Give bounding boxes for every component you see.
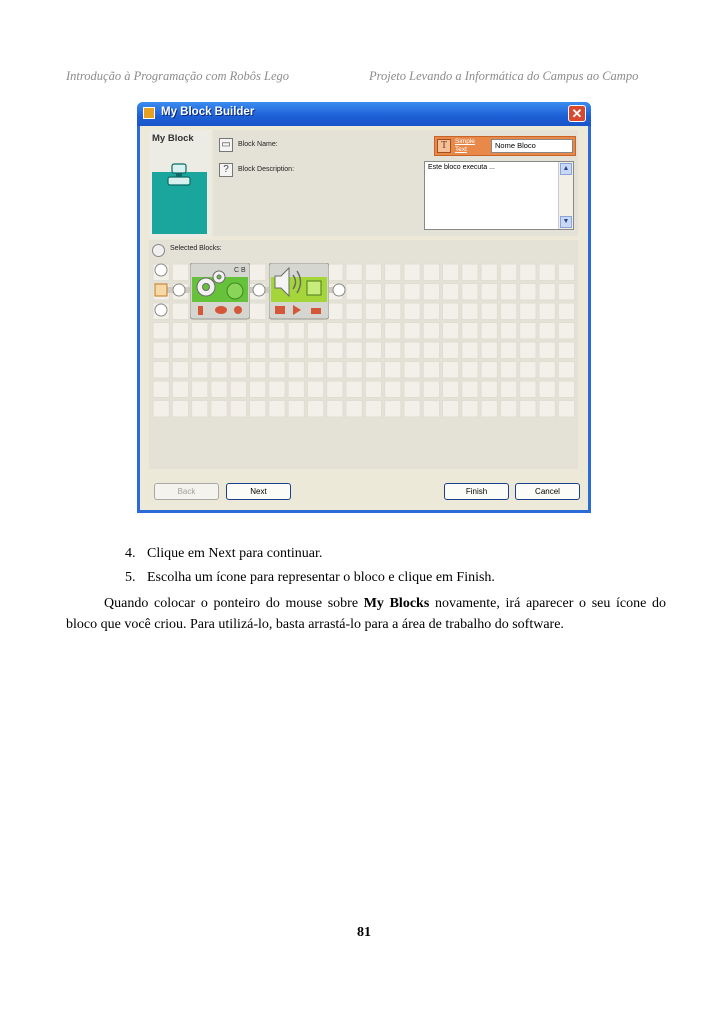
grid-slot: [230, 401, 246, 418]
grid-slot: [443, 342, 459, 359]
grid-slot: [250, 362, 266, 379]
grid-slot: [327, 303, 343, 320]
grid-slot: [365, 284, 381, 301]
grid-slot: [153, 323, 169, 340]
connector-circle: [155, 304, 167, 316]
grid-slot: [539, 362, 555, 379]
grid-slot: [404, 323, 420, 340]
block-description-label: Block Description:: [238, 166, 295, 173]
grid-slot: [346, 303, 362, 320]
body-paragraph: Quando colocar o ponteiro do mouse sobre My Blocks novamente, irá aparecer o seu ícone do bloco que você criou. Para utilizá-lo, basta arrastá-lo para a área de trabalho do software.: [66, 596, 667, 632]
grid-slot: [443, 303, 459, 320]
grid-slot: [520, 362, 536, 379]
grid-slot: [500, 284, 516, 301]
grid-slot: [250, 381, 266, 398]
grid-slot: [423, 284, 439, 301]
grid-slot: [423, 362, 439, 379]
grid-slot: [558, 323, 574, 340]
grid-slot: [288, 342, 304, 359]
grid-slot: [385, 401, 401, 418]
grid-slot: [462, 401, 478, 418]
grid-slot: [385, 284, 401, 301]
grid-slot: [288, 401, 304, 418]
grid-slot: [211, 362, 227, 379]
grid-slot: [211, 381, 227, 398]
grid-slot: [172, 381, 188, 398]
connector-circle: [333, 284, 345, 296]
grid-slot: [346, 342, 362, 359]
grid-slot: [172, 264, 188, 281]
grid-slot: [385, 342, 401, 359]
grid-slot: [481, 264, 497, 281]
grid-slot: [404, 362, 420, 379]
step-number: 5.: [125, 570, 136, 585]
grid-slot: [153, 362, 169, 379]
grid-slot: [481, 362, 497, 379]
grid-slot: [443, 284, 459, 301]
my-block-label: My Block: [152, 133, 194, 144]
grid-slot: [365, 264, 381, 281]
grid-slot: [500, 264, 516, 281]
grid-slot: [462, 381, 478, 398]
text-icon: T: [437, 139, 451, 153]
grid-slot: [500, 303, 516, 320]
grid-slot: [153, 401, 169, 418]
grid-slot: [404, 401, 420, 418]
grid-slot: [288, 381, 304, 398]
grid-slot: [558, 342, 574, 359]
grid-slot: [520, 381, 536, 398]
grid-slot: [404, 284, 420, 301]
grid-slot: [269, 381, 285, 398]
grid-slot: [443, 362, 459, 379]
grid-slot: [404, 303, 420, 320]
grid-slot: [192, 342, 208, 359]
grid-slot: [307, 362, 323, 379]
page-number: 81: [357, 925, 371, 940]
grid-slot: [269, 362, 285, 379]
grid-slot: [539, 381, 555, 398]
grid-slot: [481, 284, 497, 301]
close-icon[interactable]: ✕: [568, 105, 586, 122]
block-description-text: Este bloco executa ...: [428, 164, 495, 171]
running-header-right: Projeto Levando a Informática do Campus ao Campo: [369, 69, 639, 83]
grid-slot: [423, 323, 439, 340]
grid-slot: [385, 303, 401, 320]
grid-slot: [404, 381, 420, 398]
grid-slot: [365, 323, 381, 340]
cancel-button[interactable]: Cancel: [515, 483, 580, 500]
grid-slot: [481, 381, 497, 398]
grid-slot: [327, 362, 343, 379]
grid-slot: [365, 401, 381, 418]
my-block-icon-tile[interactable]: [152, 172, 207, 234]
grid-slot: [230, 381, 246, 398]
grid-slot: [172, 323, 188, 340]
grid-slot: [423, 401, 439, 418]
grid-slot: [250, 342, 266, 359]
sound-block[interactable]: [269, 263, 329, 321]
window-titlebar: [137, 102, 591, 126]
grid-slot: [192, 381, 208, 398]
grid-slot: [365, 381, 381, 398]
grid-slot: [443, 401, 459, 418]
grid-slot: [307, 401, 323, 418]
grid-slot: [558, 381, 574, 398]
connector-circle: [155, 264, 167, 276]
grid-slot: [365, 342, 381, 359]
grid-slot: [385, 264, 401, 281]
grid-slot: [539, 303, 555, 320]
grid-slot: [423, 381, 439, 398]
grid-slot: [327, 381, 343, 398]
grid-slot: [520, 323, 536, 340]
grid-slot: [539, 401, 555, 418]
grid-slot: [327, 401, 343, 418]
grid-slot: [500, 401, 516, 418]
grid-slot: [462, 303, 478, 320]
step-number: 4.: [125, 546, 136, 561]
grid-slot: [500, 362, 516, 379]
grid-slot: [288, 362, 304, 379]
grid-slot: [307, 323, 323, 340]
grid-slot: [211, 323, 227, 340]
grid-slot: [462, 362, 478, 379]
grid-slot: [269, 342, 285, 359]
grid-slot: [443, 323, 459, 340]
grid-slot: [462, 264, 478, 281]
selected-blocks-icon: [152, 244, 165, 257]
grid-slot: [250, 401, 266, 418]
my-block-builder-window: [137, 102, 591, 513]
grid-slot: [443, 381, 459, 398]
grid-slot: [423, 303, 439, 320]
grid-slot: [462, 323, 478, 340]
grid-slot: [230, 342, 246, 359]
grid-slot: [346, 323, 362, 340]
grid-slot: [250, 303, 266, 320]
running-header-left: Introdução à Programação com Robôs Lego: [66, 69, 290, 83]
block-name-icon: ▭: [219, 138, 233, 152]
scroll-down-icon[interactable]: ▼: [560, 216, 572, 228]
grid-slot: [520, 264, 536, 281]
grid-slot: [307, 342, 323, 359]
grid-slot: [404, 264, 420, 281]
finish-button[interactable]: Finish: [444, 483, 509, 500]
grid-slot: [172, 362, 188, 379]
grid-slot: [481, 342, 497, 359]
grid-slot: [500, 381, 516, 398]
grid-slot: [520, 303, 536, 320]
connector-circle: [173, 284, 185, 296]
app-icon: [143, 107, 155, 119]
grid-slot: [211, 342, 227, 359]
grid-slot: [539, 284, 555, 301]
block-name-label: Block Name:: [238, 141, 278, 148]
block-name-input[interactable]: Nome Bloco: [491, 139, 573, 153]
simple-text-link[interactable]: Simple Text: [455, 138, 475, 153]
grid-slot: [423, 342, 439, 359]
grid-slot: [172, 401, 188, 418]
grid-slot: [365, 303, 381, 320]
grid-slot: [558, 362, 574, 379]
grid-slot: [250, 264, 266, 281]
sequence-start-marker: [155, 284, 167, 296]
back-button[interactable]: Back: [154, 483, 219, 500]
grid-slot: [269, 401, 285, 418]
grid-slot: [558, 303, 574, 320]
step-text: Clique em Next para continuar.: [147, 546, 323, 561]
simple-text-box: [434, 136, 576, 156]
grid-slot: [520, 401, 536, 418]
grid-slot: [153, 381, 169, 398]
grid-slot: [558, 284, 574, 301]
grid-slot: [365, 362, 381, 379]
grid-slot: [327, 342, 343, 359]
grid-slot: [269, 323, 285, 340]
grid-slot: [327, 264, 343, 281]
grid-slot: [481, 303, 497, 320]
grid-slot: [385, 323, 401, 340]
grid-slot: [230, 362, 246, 379]
grid-slot: [500, 323, 516, 340]
grid-slot: [346, 362, 362, 379]
grid-slot: [539, 264, 555, 281]
grid-slot: [192, 401, 208, 418]
grid-slot: [346, 264, 362, 281]
motor-ports-label: C B: [234, 267, 246, 274]
grid-slot: [558, 264, 574, 281]
grid-slot: [462, 342, 478, 359]
grid-slot: [192, 323, 208, 340]
grid-slot: [250, 323, 266, 340]
grid-slot: [153, 342, 169, 359]
grid-slot: [539, 342, 555, 359]
grid-slot: [539, 323, 555, 340]
next-button[interactable]: Next: [226, 483, 291, 500]
grid-slot: [192, 362, 208, 379]
grid-slot: [423, 264, 439, 281]
grid-slot: [500, 342, 516, 359]
grid-slot: [404, 342, 420, 359]
grid-slot: [172, 342, 188, 359]
connector-circle: [253, 284, 265, 296]
my-block-icon: [166, 162, 192, 188]
window-client-area: [140, 126, 588, 510]
scroll-up-icon[interactable]: ▲: [560, 163, 572, 175]
window-title: My Block Builder: [161, 106, 255, 118]
grid-slot: [558, 401, 574, 418]
grid-slot: [385, 381, 401, 398]
move-block[interactable]: [190, 263, 250, 321]
grid-slot: [211, 401, 227, 418]
grid-slot: [327, 323, 343, 340]
grid-slot: [481, 323, 497, 340]
grid-slot: [346, 381, 362, 398]
help-icon: ?: [219, 163, 233, 177]
block-description-textarea[interactable]: [424, 161, 574, 230]
step-text: Escolha um ícone para representar o bloco e clique em Finish.: [147, 570, 495, 585]
grid-slot: [462, 284, 478, 301]
grid-slot: [385, 362, 401, 379]
grid-slot: [520, 284, 536, 301]
my-blocks-term: My Blocks: [363, 596, 430, 611]
selected-blocks-label: Selected Blocks:: [170, 245, 222, 252]
grid-slot: [230, 323, 246, 340]
grid-slot: [172, 303, 188, 320]
grid-slot: [520, 342, 536, 359]
grid-slot: [307, 381, 323, 398]
grid-slot: [346, 401, 362, 418]
grid-slot: [288, 323, 304, 340]
grid-slot: [346, 284, 362, 301]
grid-slot: [443, 264, 459, 281]
description-scrollbar[interactable]: [558, 162, 573, 229]
my-block-panel: [149, 130, 211, 238]
grid-slot: [481, 401, 497, 418]
block-info-panel: [213, 130, 578, 236]
